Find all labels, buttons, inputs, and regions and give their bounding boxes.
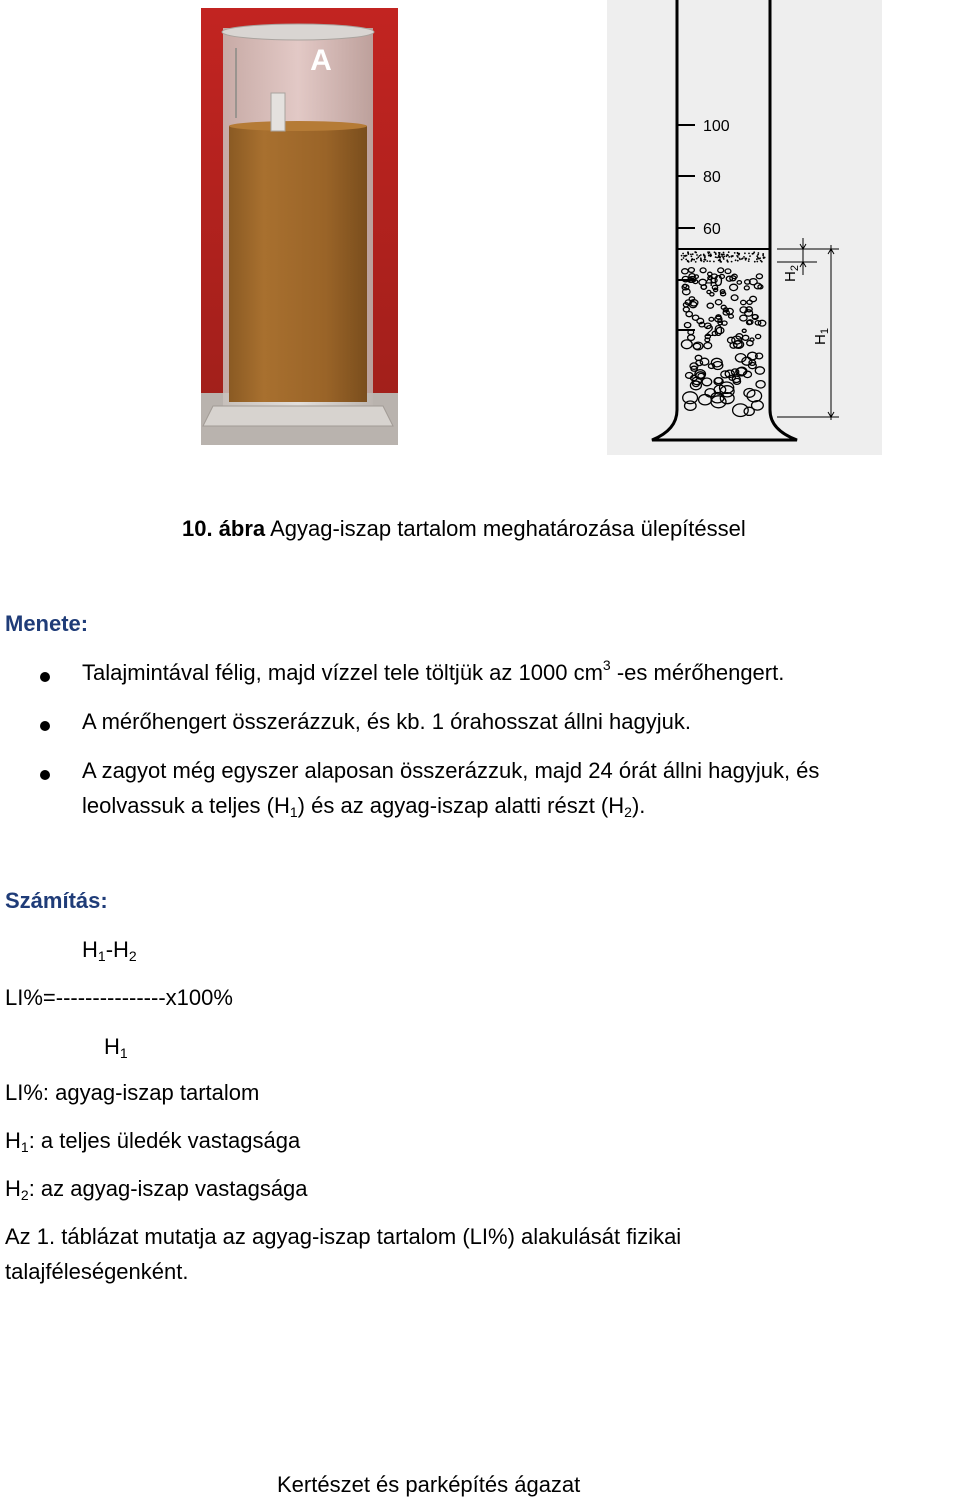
silt-particle (690, 254, 692, 256)
sediment-grain (685, 401, 697, 410)
silt-particle (737, 260, 739, 262)
figure-caption (182, 516, 746, 542)
sediment-grain (704, 343, 712, 349)
silt-particle (715, 256, 717, 258)
h2-label: $H_2$ (782, 265, 801, 282)
silt-particle (745, 259, 747, 261)
silt-particle (708, 253, 710, 255)
sediment-grain (700, 268, 706, 273)
silt-particle (695, 261, 697, 263)
menete-item-3-line-1: A zagyot még egyszer alaposan összerázzuk, majd 24 órát állni hagyjuk, és (82, 758, 820, 783)
sediment-grain (756, 334, 761, 338)
cylinder-photo (201, 8, 398, 445)
sediment-grain (752, 401, 764, 410)
silt-particle (734, 252, 736, 254)
silt-particle (703, 259, 705, 261)
sedimentation-diagram (607, 0, 882, 455)
silt-particle (700, 257, 702, 259)
silt-particle (719, 259, 721, 261)
silt-particle (732, 255, 734, 257)
silt-particle (693, 259, 695, 261)
silt-particle (735, 259, 737, 261)
definition-h2: $H_2$: az agyag-iszap vastagsága (5, 1176, 308, 1203)
h1-label: $H_1$ (812, 328, 831, 345)
silt-particle (748, 253, 750, 255)
silt-particle (704, 255, 706, 257)
silt-particle (720, 261, 722, 263)
silt-particle (756, 258, 758, 260)
caption-number: 10. ábra (182, 516, 266, 541)
sediment-grain (683, 307, 689, 312)
sediment-grain (699, 395, 712, 405)
tick-20: 20 (705, 323, 723, 340)
silt-particle (736, 255, 738, 257)
sediment-grain (750, 296, 757, 301)
sediment-grain (744, 286, 749, 290)
silt-particle (688, 253, 690, 255)
silt-particle (728, 251, 730, 253)
silt-particle (762, 254, 764, 256)
sediment-grain (707, 290, 711, 293)
definition-li: LI%: agyag-iszap tartalom (5, 1080, 260, 1105)
page-footer: Kertészet és parképítés ágazat (277, 1472, 581, 1497)
sediment-grain (725, 269, 731, 274)
sediment-grain (752, 315, 757, 319)
bullet-3 (40, 770, 50, 780)
menete-heading: Menete: (5, 611, 89, 636)
silt-particle (752, 253, 754, 255)
sediment-grain (731, 295, 738, 301)
sediment-grain (741, 300, 746, 304)
formula-denominator: $H_1$ (104, 1034, 128, 1061)
sediment-grain (747, 341, 753, 346)
silt-particle (683, 255, 685, 257)
silt-particle (759, 257, 761, 259)
silt-particle (763, 257, 765, 259)
sediment-grain (742, 335, 748, 340)
silt-particle (743, 256, 745, 258)
silt-particle (713, 261, 715, 263)
sediment-grain (715, 300, 721, 305)
bullet-1 (40, 672, 50, 682)
sediment-grain (709, 317, 714, 321)
silt-particle (723, 252, 725, 254)
sediment-grain (707, 303, 713, 308)
sediment-grain (682, 269, 689, 274)
tick-60: 60 (703, 221, 721, 238)
sediment-grain (693, 343, 700, 349)
silt-particle (694, 251, 696, 253)
silt-particle (738, 253, 740, 255)
tick-80: 80 (703, 169, 721, 186)
silt-particle (756, 261, 758, 263)
silt-particle (691, 258, 693, 260)
silt-particle (697, 256, 699, 258)
menete-item-3-line-2: leolvassuk a teljes $(H_1)$ és az agyag-iszap alatti részt $(H_2)$. (82, 793, 646, 820)
sediment-grain (742, 329, 746, 332)
silt-particle (696, 258, 698, 260)
sediment-grain (702, 378, 712, 386)
silt-particle (709, 260, 711, 262)
szamitas-heading: Számítás: (5, 888, 108, 913)
silt-particle (721, 255, 723, 257)
silt-particle (722, 254, 724, 256)
sediment-grain (737, 281, 741, 285)
silt-particle (739, 259, 741, 261)
silt-particle (706, 260, 708, 262)
silt-particle (731, 261, 733, 263)
silt-particle (714, 251, 716, 253)
silt-particle (682, 253, 684, 255)
bullet-2 (40, 721, 50, 731)
table-reference-line-1: Az 1. táblázat mutatja az agyag-iszap tartalom (LI%) alakulását fizikai (5, 1224, 682, 1249)
sediment-grain (718, 268, 724, 273)
silt-particle (727, 261, 729, 263)
sediment-grain (683, 392, 698, 404)
sediment-grain (730, 284, 738, 290)
silt-particle (758, 252, 760, 254)
sediment-grain (720, 393, 734, 404)
silt-particle (703, 261, 705, 263)
silt-particle (754, 261, 756, 263)
silt-particle (728, 256, 730, 258)
menete-item-2: A mérőhengert összerázzuk, és kb. 1 órahosszat állni hagyjuk. (82, 709, 691, 734)
silt-particle (760, 260, 762, 262)
sediment-grain (740, 315, 747, 321)
silt-particle (681, 259, 683, 261)
cylinder-letter: A (310, 44, 332, 77)
silt-particle (718, 255, 720, 257)
silt-particle (749, 255, 751, 257)
menete-item-1: Talajmintával félig, majd vízzel tele töltjük az 1000 $cm^3$ -es mérőhengert. (82, 657, 785, 685)
silt-particle (757, 254, 759, 256)
sediment-grain (729, 314, 734, 318)
silt-particle (748, 258, 750, 260)
silt-particle (719, 257, 721, 259)
sediment-grain (683, 284, 687, 287)
silt-particle (692, 253, 694, 255)
tick-100: 100 (703, 118, 730, 135)
silt-particle (753, 251, 755, 253)
definition-h1: $H_1$: a teljes üledék vastagsága (5, 1128, 301, 1155)
silt-particle (700, 254, 702, 256)
silt-particle (709, 255, 711, 257)
silt-particle (681, 255, 683, 257)
formula-line: LI%=---------------x100% (5, 985, 233, 1010)
silt-particle (687, 260, 689, 262)
silt-particle (723, 258, 725, 260)
sediment-grain (756, 381, 765, 388)
formula-numerator: $H_1-H_2$ (82, 937, 137, 964)
silt-particle (742, 258, 744, 260)
sediment-grain (755, 367, 764, 374)
silt-particle (683, 257, 685, 259)
silt-particle (723, 256, 725, 258)
caption-text: Agyag-iszap tartalom meghatározása ülepítéssel (265, 516, 746, 541)
sediment-grain (688, 268, 694, 273)
silt-particle (685, 259, 687, 261)
sediment-grain (681, 340, 692, 349)
sediment-grain (684, 323, 690, 328)
silt-particle (704, 257, 706, 259)
silt-particle (718, 252, 720, 254)
silt-particle (715, 253, 717, 255)
sediment-grain (758, 285, 763, 289)
silt-particle (757, 257, 759, 259)
silt-particle (726, 254, 728, 256)
silt-particle (690, 260, 692, 262)
sediment-grain (756, 274, 762, 279)
silt-particle (691, 256, 693, 258)
table-reference-line-2: talajféleségenként. (5, 1259, 189, 1284)
sediment-grain (694, 275, 698, 278)
tick-40: 40 (705, 273, 723, 290)
silt-particle (748, 260, 750, 262)
silt-particle (744, 252, 746, 254)
silt-particle (696, 254, 698, 256)
sediment-grain (758, 320, 765, 326)
